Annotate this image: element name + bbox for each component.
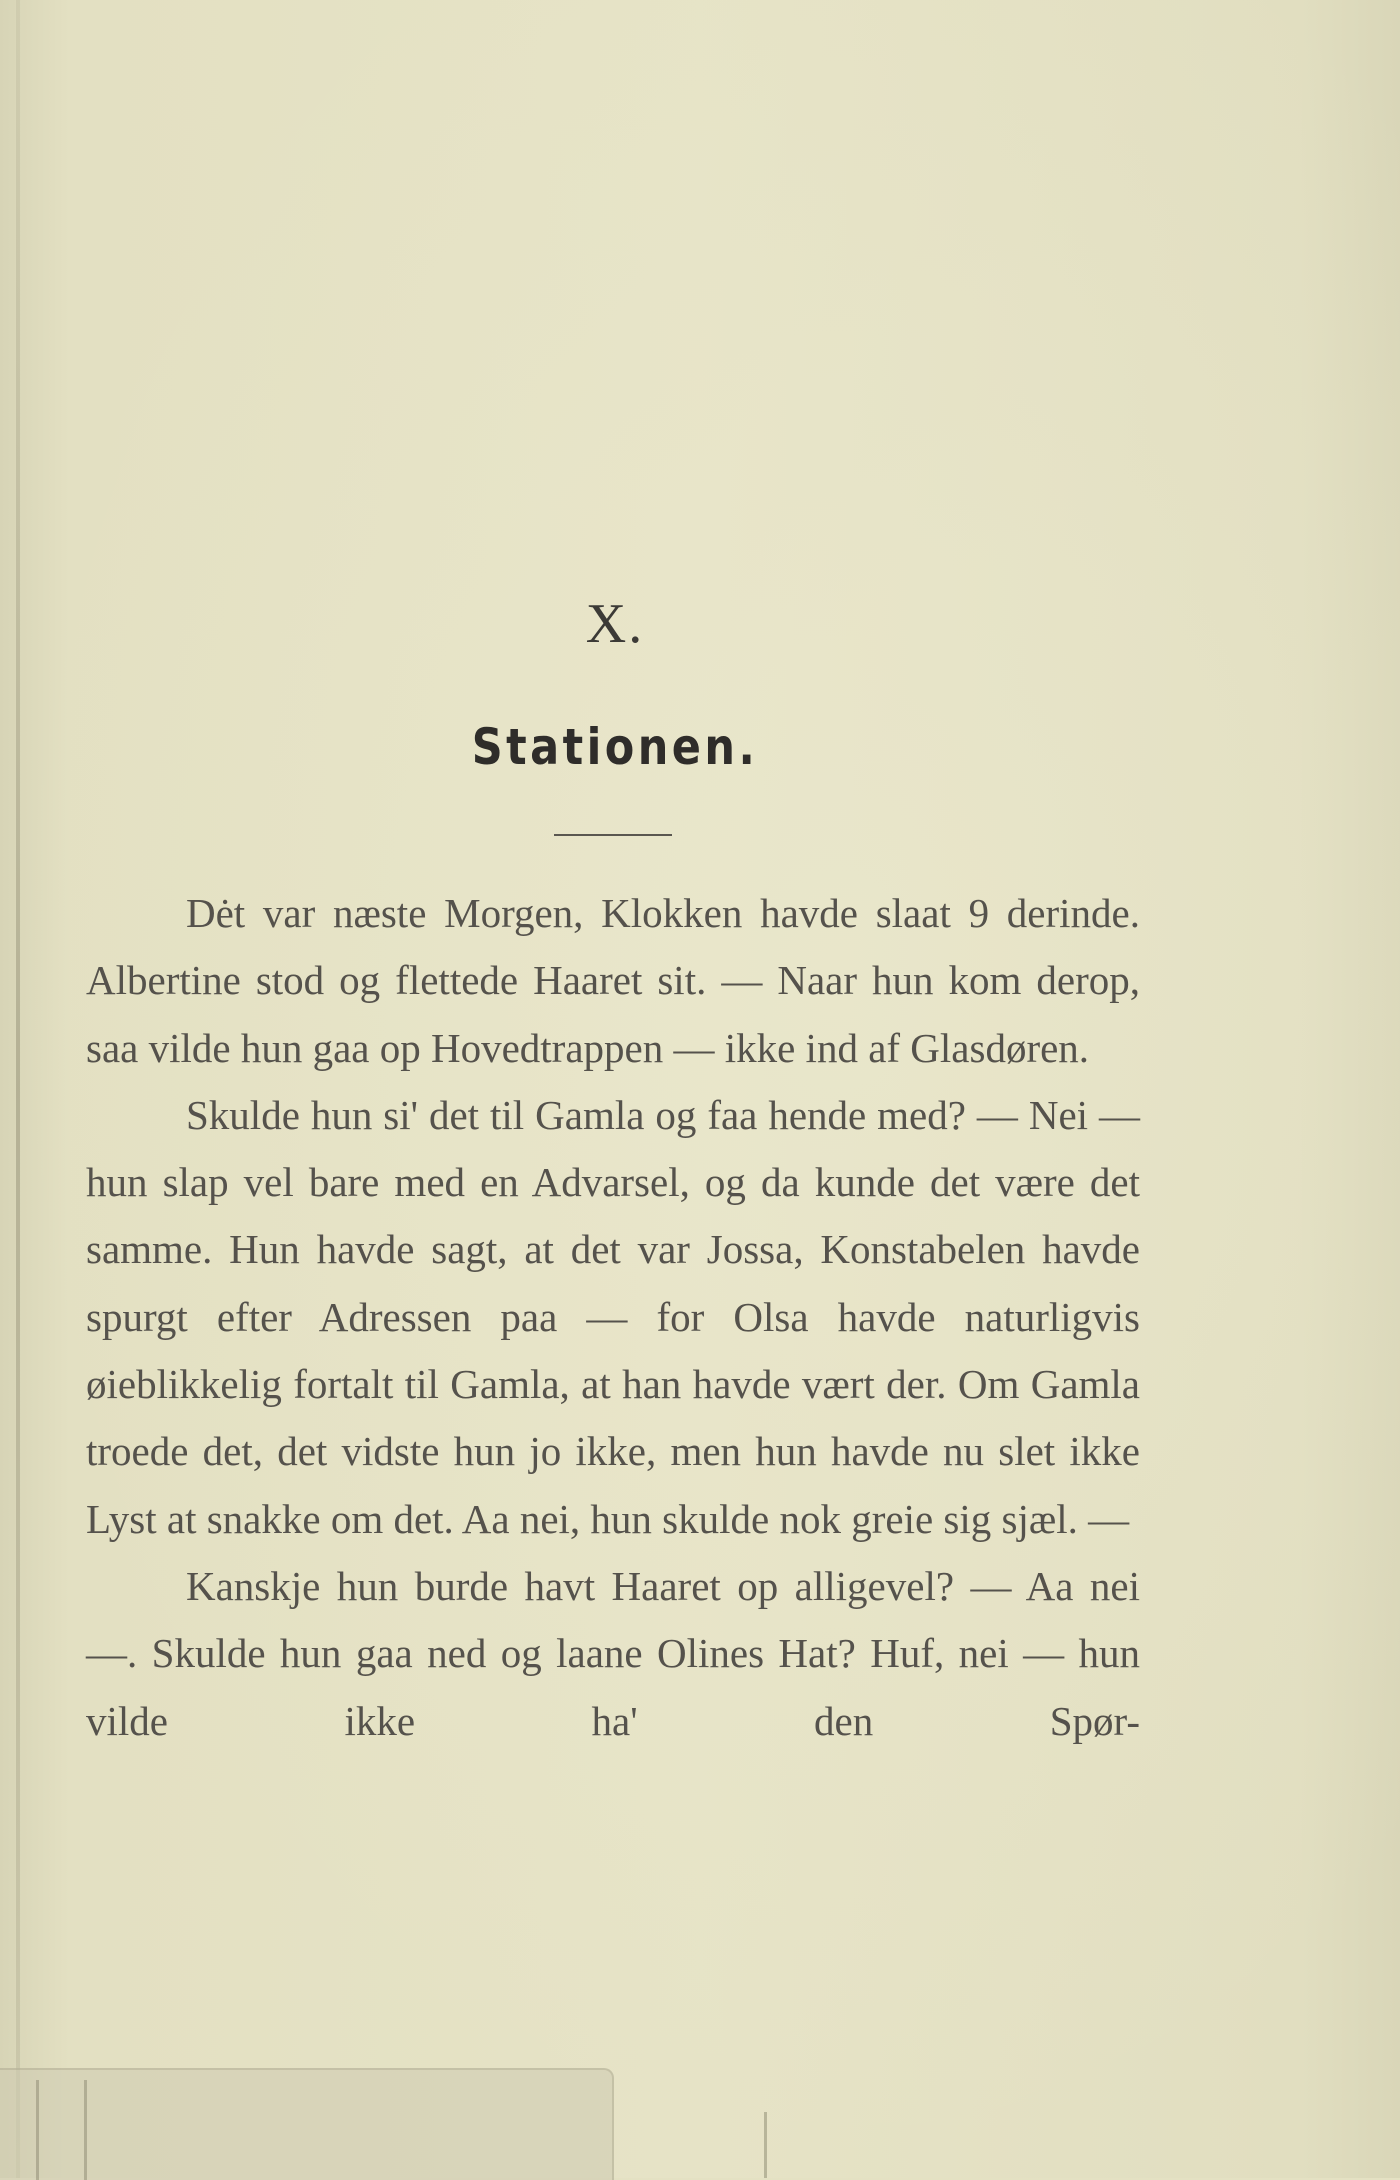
title-divider [554,834,672,836]
paragraph-1: Dėt var næste Morgen, Klokken havde slaat 9 derinde. Albertine stod og flettede Haaret sit. — Naar hun kom derop, saa vilde hun gaa op Hovedtrappen — ikke ind af Glasdøren. [86,890,1140,1071]
chapter-body [86,880,1140,1755]
page-gutter-shadow [16,0,20,2178]
paragraph-3: Kanskje hun burde havt Haaret op alligevel? — Aa nei —. Skulde hun gaa ned og laane Olines Hat? Huf, nei — hun vilde ikke ha' den Spør- [86,1562,1140,1744]
paragraph-2: Skulde hun si' det til Gamla og faa hende med? — Nei — hun slap vel bare med en Advarsel, og da kunde det være det samme. Hun havde sagt, at det var Jossa, Konstabelen havde spurgt efter Adressen paa — for Olsa havde naturligvis øieblikkelig fortalt til Gamla, at han havde vært der. Om Gamla troede det, det vidste hun jo ikke, men hun havde nu slet ikke Lyst at snakke om det. Aa nei, hun skulde nok greie sig sjæl. — [86,1091,1140,1542]
chapter-title: Stationen. [471,718,759,776]
scan-bottom-edge-tab [0,2068,614,2180]
tab-line-right [84,2080,87,2180]
tab-line-left [36,2080,39,2180]
chapter-number: X. [585,593,645,655]
scan-bottom-mark [764,2112,767,2178]
